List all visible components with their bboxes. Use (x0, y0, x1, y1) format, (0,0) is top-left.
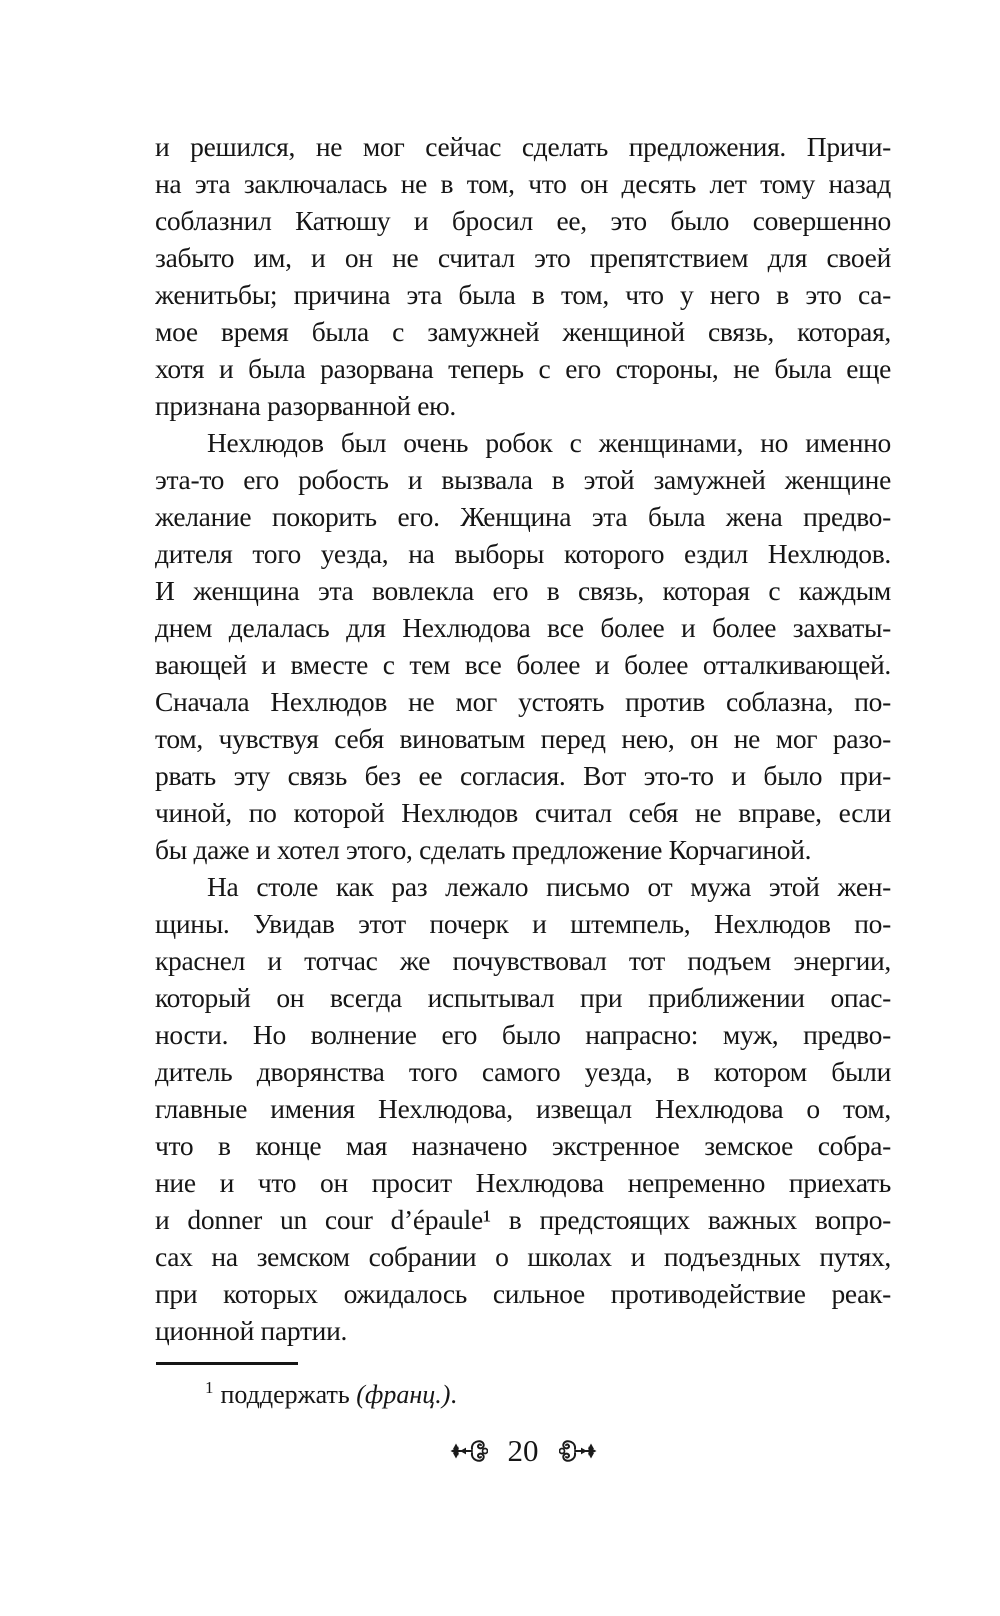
text-line: ности. Но волнение его было напрасно: муж, предво- (155, 1019, 891, 1050)
text-line: что в конце мая назначено экстренное земское собра- (155, 1130, 891, 1161)
footnote-text: поддержать (220, 1380, 357, 1409)
text-line: дитель дворянства того самого уезда, в котором были (155, 1056, 891, 1087)
page-number: 20 (507, 1433, 539, 1468)
footnote-marker: 1 (205, 1378, 214, 1397)
text-line: ние и что он просит Нехлюдова непременно приехать (155, 1167, 891, 1198)
text-line: сах на земском собрании о школах и подъездных путях, (155, 1241, 891, 1272)
text-line: чиной, по которой Нехлюдов считал себя не вправе, если (155, 797, 891, 828)
text-line: соблазнил Катюшу и бросил ее, это было совершенно (155, 205, 891, 236)
text-block (155, 128, 891, 1349)
text-line: женитьбы; причина эта была в том, что у него в это са- (155, 279, 891, 310)
text-line: дителя того уезда, на выборы которого ездил Нехлюдов. (155, 538, 891, 569)
text-line: эта-то его робость и вызвала в этой замужней женщине (155, 464, 891, 495)
footnote-rule (156, 1362, 298, 1365)
text-line: Сначала Нехлюдов не мог устоять против соблазна, по- (155, 686, 891, 717)
text-line: признана разорванной ею. (155, 390, 456, 421)
text-line: хотя и была разорвана теперь с его стороны, не была еще (155, 353, 891, 384)
text-line: на эта заключалась не в том, что он десять лет тому назад (155, 168, 891, 199)
text-line: вающей и вместе с тем все более и более отталкивающей. (155, 649, 891, 680)
text-line: Нехлюдов был очень робок с женщинами, но именно (207, 427, 891, 458)
text-line: том, чувствуя себя виноватым перед нею, он не мог разо- (155, 723, 891, 754)
text-line: краснел и тотчас же почувствовал тот подъем энергии, (155, 945, 891, 976)
text-line: днем делалась для Нехлюдова все более и более захваты- (155, 612, 891, 643)
footnote-period: . (450, 1380, 457, 1409)
text-line: забыто им, и он не считал это препятствием для своей (155, 242, 891, 273)
text-line: щины. Увидав этот почерк и штемпель, Нехлюдов по- (155, 908, 891, 939)
footnote (155, 1378, 891, 1414)
text-line: и donner un cour d’épaule¹ в предстоящих важных вопро- (155, 1204, 891, 1235)
text-line: На столе как раз лежало письмо от мужа этой жен- (207, 871, 891, 902)
text-line: желание покорить его. Женщина эта была жена предво- (155, 501, 891, 532)
footnote-language-label: (франц.) (356, 1380, 451, 1409)
text-line: который он всегда испытывал при приближении опас- (155, 982, 891, 1013)
text-line: рвать эту связь без ее согласия. Вот это-то и было при- (155, 760, 891, 791)
text-line: мое время была с замужней женщиной связь, которая, (155, 316, 891, 347)
text-line: ционной партии. (155, 1315, 348, 1346)
fleuron-right-icon (559, 1438, 597, 1464)
page-footer (155, 1434, 891, 1468)
text-line: и решился, не мог сейчас сделать предложения. Причи- (155, 131, 891, 162)
fleuron-left-icon (450, 1438, 488, 1464)
text-line: при которых ожидалось сильное противодействие реак- (155, 1278, 891, 1309)
text-line: главные имения Нехлюдова, извещал Нехлюдова о том, (155, 1093, 891, 1124)
text-line: бы даже и хотел этого, сделать предложение Корчагиной. (155, 834, 812, 865)
text-line: И женщина эта вовлекла его в связь, которая с каждым (155, 575, 891, 606)
